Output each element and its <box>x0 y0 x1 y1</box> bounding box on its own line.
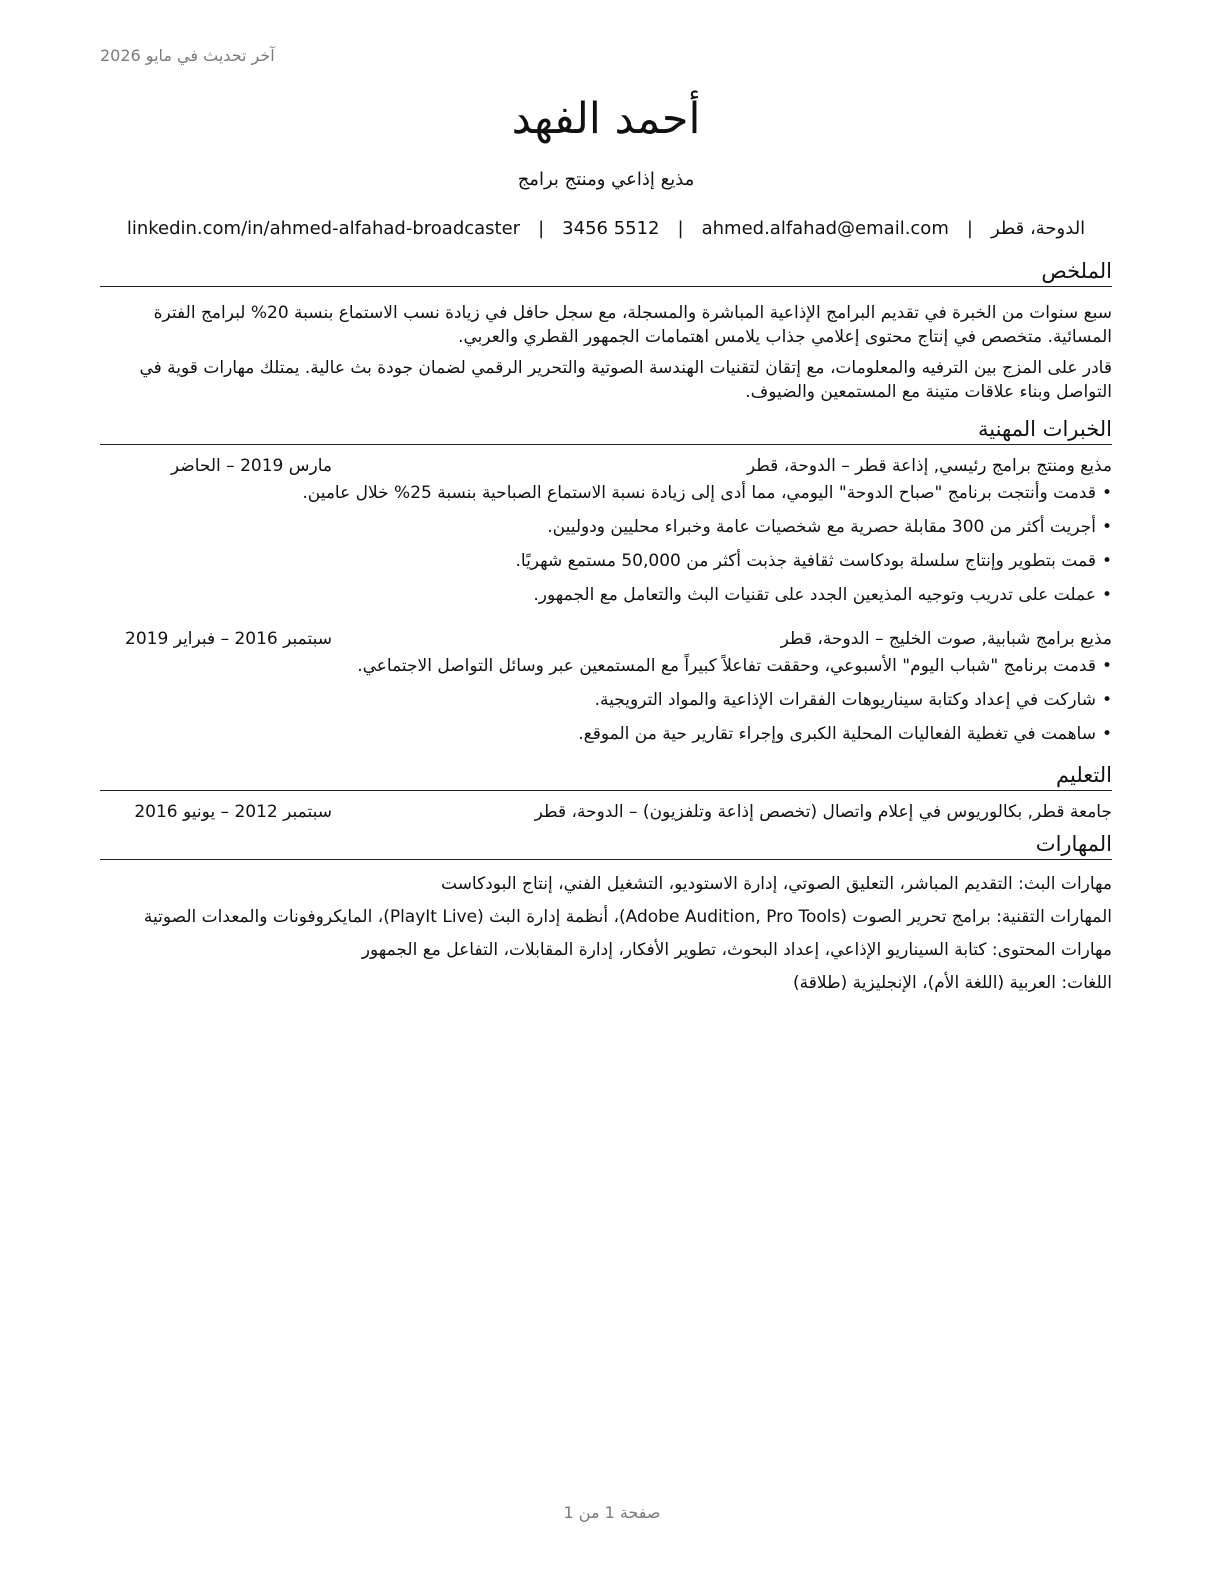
summary-paragraph: قادر على المزج بين الترفيه والمعلومات، مع إتقان لتقنيات الهندسة الصوتية والتحرير الرقمي لضمان جودة بث عالية. يمتلك مهارات قوية في التواصل وبناء علاقات متينة مع المستمعين والضيوف. <box>139 358 1112 402</box>
job-header <box>100 453 1112 479</box>
education-dates: سبتمبر 2012 – يونيو 2016 <box>134 802 332 822</box>
contact-line <box>100 215 1112 243</box>
job-role: مذيع برامج شبابية, صوت الخليج – الدوحة، قطر <box>780 629 1112 649</box>
list-item: • أجريت أكثر من 300 مقابلة حصرية مع شخصيات عامة وخبراء محليين ودوليين. <box>100 515 1112 539</box>
contact-linkedin[interactable]: linkedin.com/in/ahmed-alfahad-broadcaster <box>126 218 521 239</box>
list-item: • شاركت في إعداد وكتابة سيناريوهات الفقرات الإذاعية والمواد الترويجية. <box>100 688 1112 712</box>
education-section <box>100 760 1112 825</box>
list-item: • قدمت برنامج "شباب اليوم" الأسبوعي، وحققت تفاعلاً كبيراً مع المستمعين عبر وسائل التواصل الاجتماعي. <box>100 654 1112 678</box>
job-entry <box>100 626 1112 746</box>
job-bullets <box>100 481 1112 607</box>
skills-heading: المهارات <box>100 829 1112 860</box>
education-entry <box>100 799 1112 825</box>
job-header <box>100 626 1112 652</box>
education-degree: جامعة قطر, بكالوريوس في إعلام واتصال (تخصص إذاعة وتلفزيون) – الدوحة، قطر <box>534 802 1112 822</box>
job-role: مذيع ومنتج برامج رئيسي, إذاعة قطر – الدوحة، قطر <box>746 456 1112 476</box>
page-number: صفحة 1 من 1 <box>563 1503 661 1522</box>
experience-section <box>100 414 1112 746</box>
job-dates: سبتمبر 2016 – فبراير 2019 <box>125 629 332 649</box>
list-item: • عملت على تدريب وتوجيه المذيعين الجدد على تقنيات البث والتعامل مع الجمهور. <box>100 583 1112 607</box>
summary-paragraph: سبع سنوات من الخبرة في تقديم البرامج الإذاعية المباشرة والمسجلة، مع سجل حافل في زيادة نسب الاستماع بنسبة 20% لبرامج الفترة المسائية. متخصص في إنتاج محتوى إعلامي جذاب يلامس اهتمامات الجمهور القطري والعربي. <box>153 303 1112 347</box>
list-item: • ساهمت في تغطية الفعاليات المحلية الكبرى وإجراء تقارير حية من الموقع. <box>100 722 1112 746</box>
list-item: • قدمت وأنتجت برنامج "صباح الدوحة" اليومي، مما أدى إلى زيادة نسبة الاستماع الصباحية بنسبة 25% خلال عامين. <box>100 481 1112 505</box>
contact-separator: | <box>966 218 973 239</box>
skill-line: مهارات المحتوى: كتابة السيناريو الإذاعي، إعداد البحوث، تطوير الأفكار، إدارة المقابلات، التفاعل مع الجمهور <box>361 940 1112 960</box>
summary-section <box>100 256 1112 404</box>
contact-separator: | <box>677 218 684 239</box>
contact-separator: | <box>538 218 545 239</box>
contact-location: الدوحة، قطر <box>990 218 1086 239</box>
job-entry <box>100 453 1112 607</box>
last-updated-note: آخر تحديث في مايو 2026 <box>100 46 275 65</box>
job-bullets <box>100 654 1112 746</box>
contact-email[interactable]: ahmed.alfahad@email.com <box>701 218 949 239</box>
summary-heading: الملخص <box>100 256 1112 287</box>
candidate-name: أحمد الفهد <box>511 94 701 144</box>
resume-document <box>100 84 1112 995</box>
skill-line: المهارات التقنية: برامج تحرير الصوت (Adobe Audition, Pro Tools)، أنظمة إدارة البث (PlayIt Live)، المايكروفونات والمعدات الصوتية <box>143 907 1112 927</box>
list-item: • قمت بتطوير وإنتاج سلسلة بودكاست ثقافية جذبت أكثر من 50,000 مستمع شهريًا. <box>100 549 1112 573</box>
experience-heading: الخبرات المهنية <box>100 414 1112 445</box>
skills-section <box>100 829 1112 995</box>
skill-line: اللغات: العربية (اللغة الأم)، الإنجليزية (طلاقة) <box>793 973 1112 993</box>
contact-phone: 3456 5512 <box>562 218 660 239</box>
skill-line: مهارات البث: التقديم المباشر، التعليق الصوتي، إدارة الاستوديو، التشغيل الفني، إنتاج البودكاست <box>441 874 1112 894</box>
education-heading: التعليم <box>100 760 1112 791</box>
job-dates: مارس 2019 – الحاضر <box>170 456 332 476</box>
candidate-title: مذيع إذاعي ومنتج برامج <box>517 169 695 190</box>
